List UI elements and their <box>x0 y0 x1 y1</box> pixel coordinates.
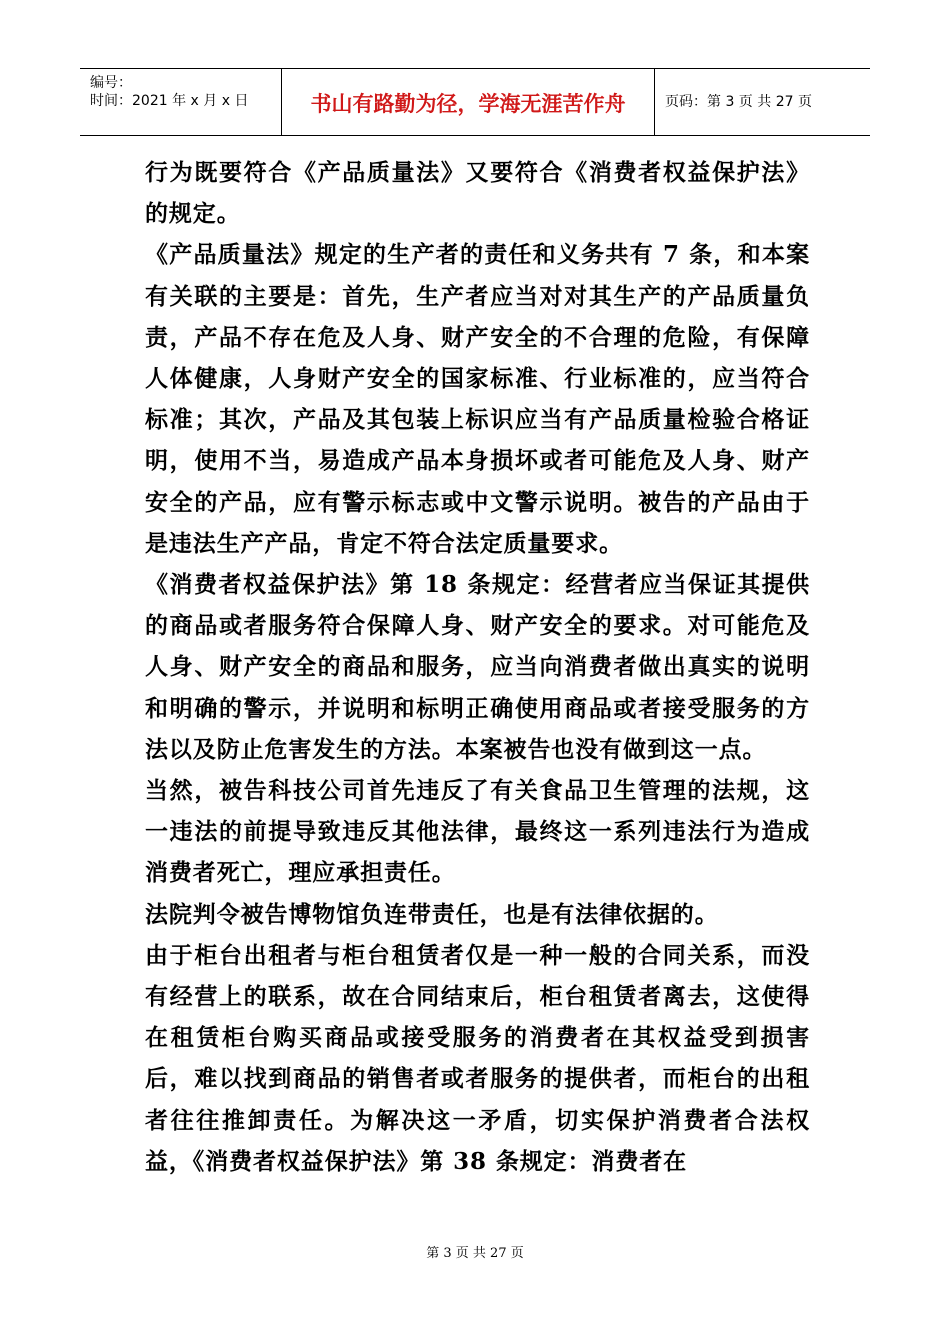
body-paragraph-1: 行为既要符合《产品质量法》又要符合《消费者权益保护法》的规定。 <box>145 159 810 228</box>
document-number-label: 编号： <box>90 75 132 91</box>
header-motto-cell <box>282 69 655 135</box>
document-body <box>145 152 810 1182</box>
body-paragraph-6: 由于柜台出租者与柜台租赁者仅是一种一般的合同关系，而没有经营上的联系，故在合同结束后，柜台租赁者离去，这使得在租赁柜台购买商品或接受服务的消费者在其权益受到损害后，难以找到商品的销售者或者服务的提供者，而柜台的出租者往往推卸责任。为解决这一矛盾，切实保护消费者合法权益，《消费者权益保护法》第 38 条规定：消费者在 <box>145 941 810 1175</box>
header-page-number: 页码：第 3 页 共 27 页 <box>665 94 812 110</box>
body-paragraph-3: 《消费者权益保护法》第 18 条规定：经营者应当保证其提供的商品或者服务符合保障人身、财产安全的要求。对可能危及人身、财产安全的商品和服务，应当向消费者做出真实的说明和明确的警示，并说明和标明正确使用商品或者接受服务的方法以及防止危害发生的方法。本案被告也没有做到这一点。 <box>145 571 810 763</box>
body-paragraph-5: 法院判令被告博物馆负连带责任，也是有法律依据的。 <box>145 900 719 928</box>
body-paragraph-2: 《产品质量法》规定的生产者的责任和义务共有 7 条，和本案有关联的主要是：首先，生产者应当对对其生产的产品质量负责，产品不存在危及人身、财产安全的不合理的危险，有保障人体健康，人身财产安全的国家标准、行业标准的，应当符合标准；其次，产品及其包装上标识应当有产品质量检验合格证明，使用不当，易造成产品本身损坏或者可能危及人身、财产安全的产品，应有警示标志或中文警示说明。被告的产品由于是违法生产产品，肯定不符合法定质量要求。 <box>145 241 810 557</box>
page-header <box>80 68 870 136</box>
document-date-label: 时间：2021 年 x 月 x 日 <box>90 93 249 109</box>
page-footer: 第 3 页 共 27 页 <box>426 1246 524 1261</box>
header-meta-cell <box>80 69 282 135</box>
header-page-cell <box>655 69 870 135</box>
body-paragraph-4: 当然，被告科技公司首先违反了有关食品卫生管理的法规，这一违法的前提导致违反其他法律，最终这一系列违法行为造成消费者死亡，理应承担责任。 <box>145 777 810 887</box>
header-motto: 书山有路勤为径，学海无涯苦作舟 <box>310 92 626 116</box>
